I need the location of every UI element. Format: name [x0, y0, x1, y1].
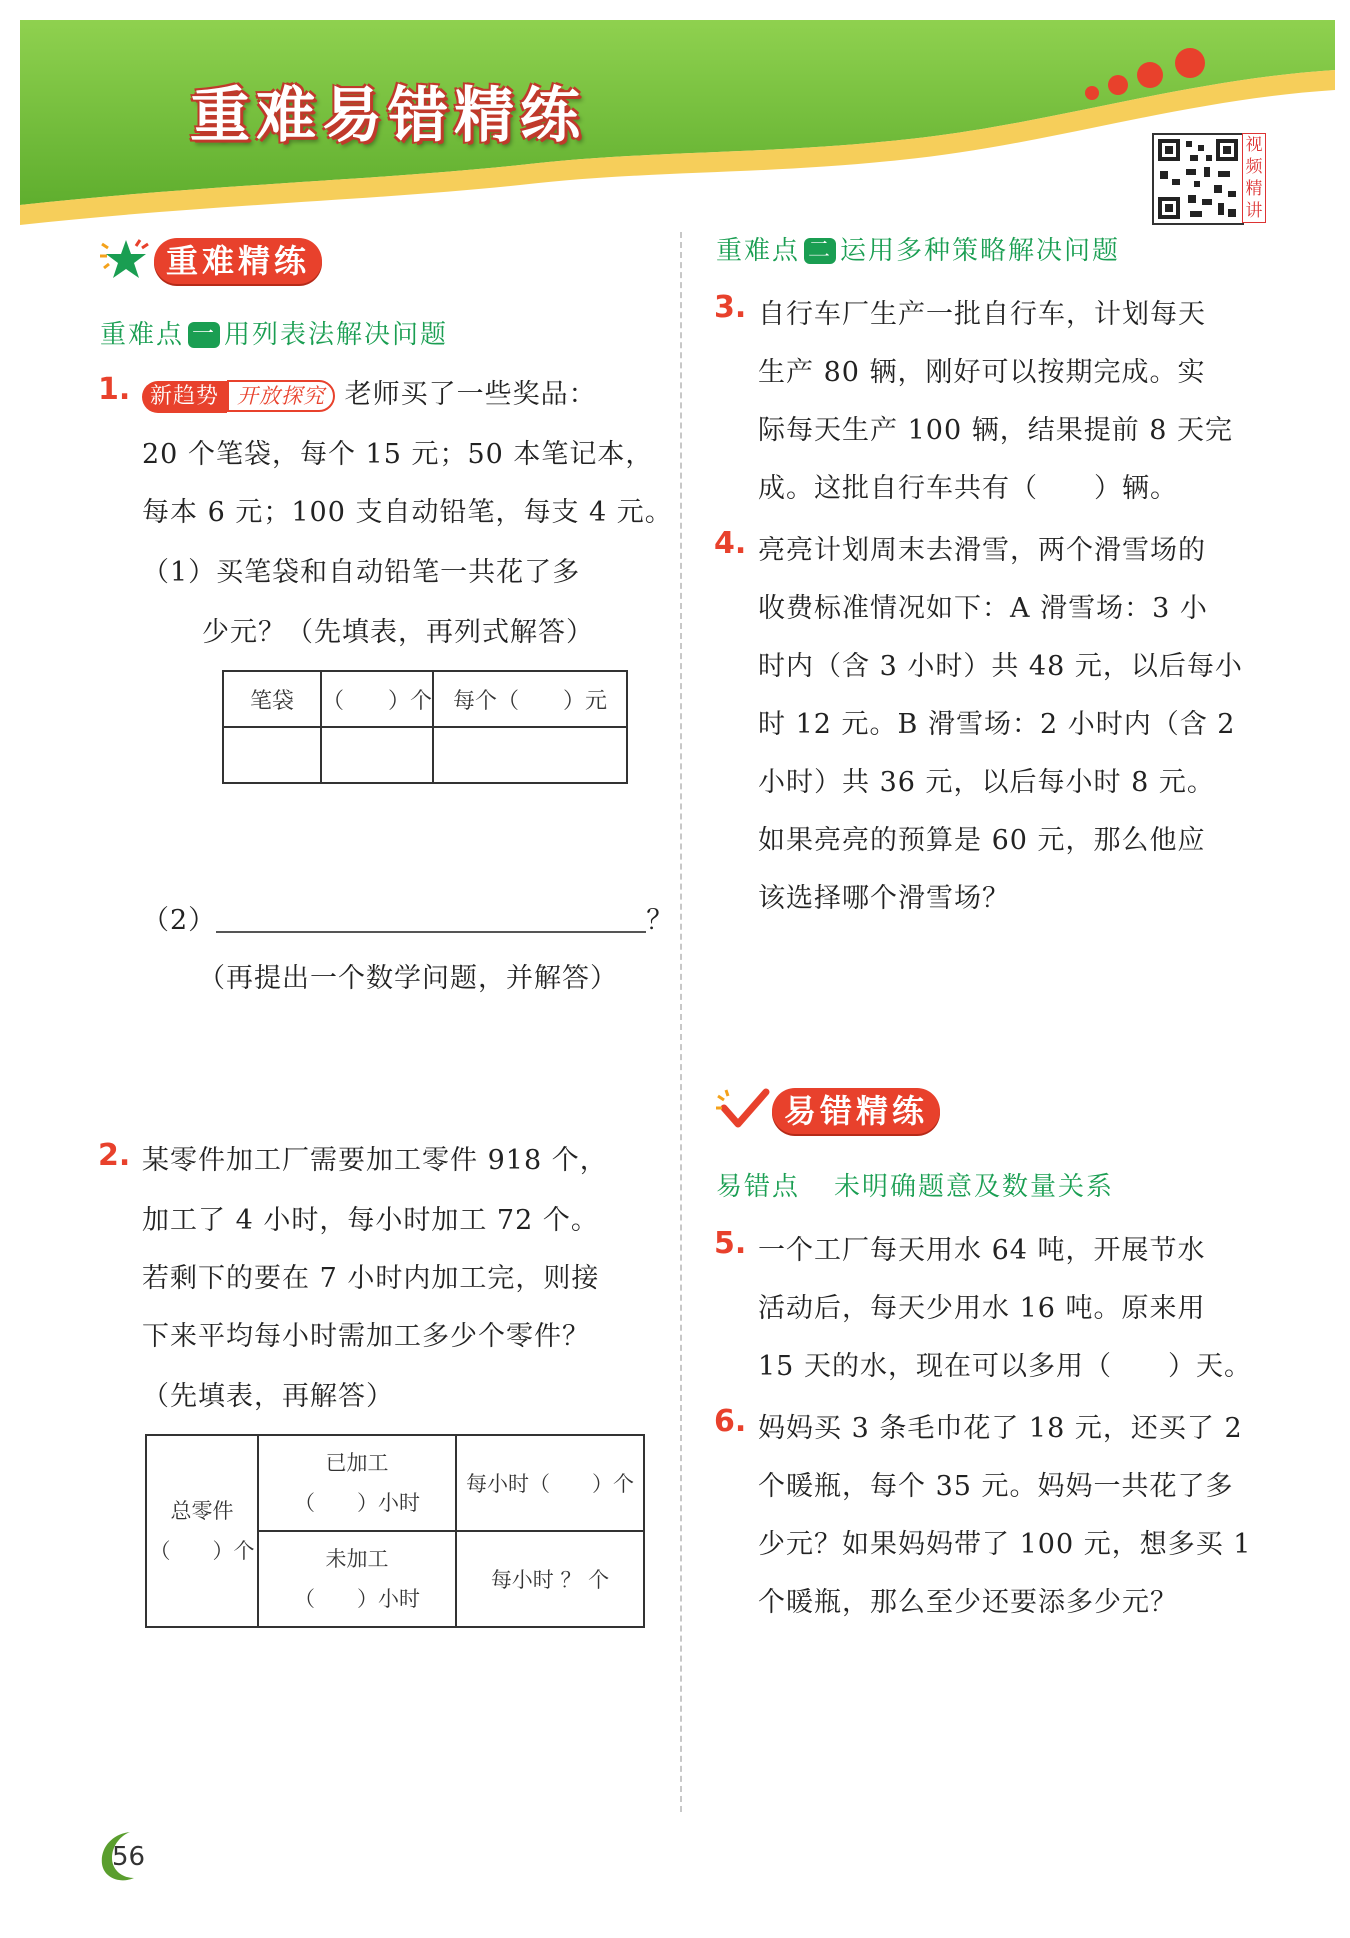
answer-blank-line[interactable] [216, 905, 646, 933]
question-text: 时 12 元。B 滑雪场：2 小时内（含 2 [758, 709, 1236, 740]
question-text: 个暖瓶，那么至少还要添多少元？ [758, 1587, 1178, 1618]
table-cell-total[interactable] [146, 1435, 258, 1627]
key-point-heading-2 [716, 230, 1120, 267]
question-text: 20 个笔袋，每个 15 元；50 本笔记本， [142, 439, 654, 470]
question-text: 少元？如果妈妈带了 100 元，想多买 1 [758, 1529, 1252, 1560]
error-point-prefix: 易错点 [716, 1172, 801, 1202]
page-banner [0, 0, 1350, 260]
section-badge-error-prone [714, 1084, 1014, 1136]
check-mark-icon [714, 1084, 772, 1136]
question-text: （1）买笔袋和自动铅笔一共花了多 [142, 557, 581, 588]
question-text: 若剩下的要在 7 小时内加工完，则接 [142, 1263, 600, 1294]
key-point-text: 用列表法解决问题 [224, 320, 449, 350]
question-number: 1. [98, 372, 131, 407]
table-cell-blank[interactable] [223, 727, 321, 783]
table-cell-per-hour-done[interactable]: 每小时（ ）个 [456, 1435, 644, 1531]
question-text: （先填表，再解答） [142, 1381, 394, 1412]
sub-question-label: （2） [142, 905, 217, 936]
question-number: 5. [714, 1226, 747, 1261]
table-cell-text: （ ）小时 [294, 1491, 420, 1515]
section-badge-label: 重难精练 [154, 238, 322, 284]
new-trend-tag: 新趋势 [142, 381, 227, 413]
question-text: 妈妈买 3 条毛巾花了 18 元，还买了 2 [758, 1413, 1243, 1444]
key-point-text: 运用多种策略解决问题 [840, 236, 1121, 266]
table-cell-blank[interactable] [321, 727, 433, 783]
key-point-prefix: 重难点 [100, 320, 185, 350]
key-point-number: 一 [188, 322, 220, 348]
section-badge-key-points [96, 234, 396, 286]
answer-table-1 [222, 670, 628, 784]
question-text: 少元？（先填表，再列式解答） [202, 617, 594, 648]
star-icon [96, 234, 154, 286]
question-text: 小时）共 36 元，以后每小时 8 元。 [758, 767, 1215, 798]
banner-title: 重难易错精练 [190, 81, 586, 151]
question-text: 如果亮亮的预算是 60 元，那么他应 [758, 825, 1206, 856]
question-text: 个暖瓶，每个 35 元。妈妈一共花了多 [758, 1471, 1234, 1502]
sub-question-2 [142, 898, 674, 937]
question-mark: ？ [646, 905, 675, 936]
question-text: 某零件加工厂需要加工零件 918 个， [142, 1145, 608, 1176]
question-text: 每本 6 元；100 支自动铅笔，每支 4 元。 [142, 497, 673, 528]
question-text: 老师买了一些奖品： [344, 379, 597, 410]
question-text: 时内（含 3 小时）共 48 元，以后每小 [758, 651, 1243, 682]
answer-table-2 [145, 1434, 645, 1628]
question-text: 成。这批自行车共有（ ）辆。 [758, 473, 1178, 504]
question-text: 亮亮计划周末去滑雪，两个滑雪场的 [758, 535, 1206, 566]
question-text: 加工了 4 小时，每小时加工 72 个。 [142, 1205, 599, 1236]
question-text: 自行车厂生产一批自行车，计划每天 [758, 299, 1206, 330]
question-number: 2. [98, 1138, 131, 1173]
table-cell-text: 已加工 [325, 1451, 389, 1475]
video-explain-label[interactable]: 视频精讲 [1242, 133, 1266, 223]
question-text: 该选择哪个滑雪场？ [758, 883, 1010, 914]
question-text: 15 天的水，现在可以多用（ ）天。 [758, 1351, 1252, 1382]
table-cell[interactable]: 每个（ ）元 [433, 671, 627, 727]
open-explore-tag: 开放探究 [227, 380, 335, 412]
error-point-text: 未明确题意及数量关系 [834, 1172, 1115, 1202]
question-text: 际每天生产 100 辆，结果提前 8 天完 [758, 415, 1234, 446]
table-cell-text: 未加工 [325, 1547, 389, 1571]
question-text: 一个工厂每天用水 64 吨，开展节水 [758, 1235, 1206, 1266]
table-cell: 笔袋 [223, 671, 321, 727]
table-cell-text: （ ）个 [149, 1539, 255, 1563]
question-number: 3. [714, 290, 747, 325]
key-point-prefix: 重难点 [716, 236, 801, 266]
question-1-line-1 [142, 372, 597, 413]
question-text: 生产 80 辆，刚好可以按期完成。实 [758, 357, 1206, 388]
key-point-heading-1 [100, 314, 448, 351]
question-number: 6. [714, 1404, 747, 1439]
table-cell[interactable]: （ ）个 [321, 671, 433, 727]
table-cell-per-hour-todo: 每小时 ？ 个 [456, 1531, 644, 1627]
sub-question-note: （再提出一个数学问题，并解答） [198, 963, 618, 994]
key-point-number: 二 [804, 238, 836, 264]
question-text: 下来平均每小时需加工多少个零件？ [142, 1321, 590, 1352]
question-text: 活动后，每天少用水 16 吨。原来用 [758, 1293, 1206, 1324]
table-cell-blank[interactable] [433, 727, 627, 783]
table-cell-text: 总零件 [170, 1499, 234, 1523]
table-cell-text: （ ）小时 [294, 1587, 420, 1611]
table-cell-done[interactable] [258, 1435, 456, 1531]
section-badge-label: 易错精练 [772, 1088, 940, 1134]
column-divider [680, 232, 682, 1812]
question-text: 收费标准情况如下：A 滑雪场：3 小 [758, 593, 1208, 624]
page-number: 56 [112, 1842, 146, 1872]
table-cell-todo[interactable] [258, 1531, 456, 1627]
qr-code-icon[interactable] [1152, 133, 1244, 225]
error-point-heading [716, 1166, 1114, 1203]
question-number: 4. [714, 526, 747, 561]
